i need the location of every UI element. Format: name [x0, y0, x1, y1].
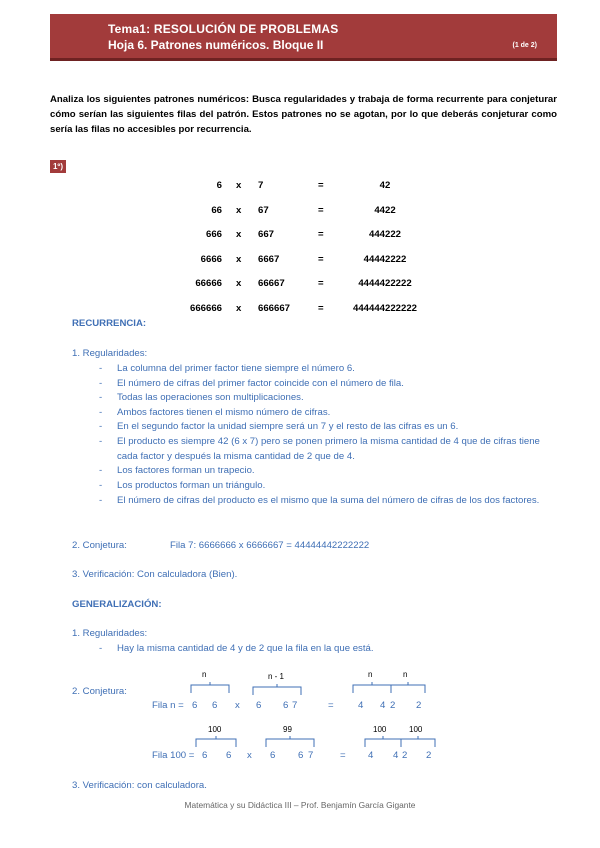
pattern-cell-op: x [236, 204, 242, 216]
header-title: Tema1: RESOLUCIÓN DE PROBLEMAS [108, 22, 339, 36]
label-n-2: n - 1 [268, 672, 285, 681]
recurrence-bullet: - Los factores forman un trapecio. [99, 465, 255, 476]
pattern-cell-r: 4444422222 [358, 278, 412, 289]
recurrence-bullet-text: El número de cifras del primer factor coincide con el número de fila. [117, 378, 404, 389]
pattern-cell-eq: = [318, 204, 324, 216]
recurrence-bullet-text: En el segundo factor la unidad siempre será un 7 y el resto de las cifras es un 6. [117, 421, 459, 432]
digit: 6 [256, 700, 262, 711]
label-100-3: 100 [373, 725, 387, 734]
times-sign: x [235, 700, 240, 711]
pattern-cell-eq: = [318, 278, 324, 289]
recurrence-item-1: 1. Regularidades: [72, 348, 148, 359]
brace-100-1 [195, 736, 237, 748]
digit: 4 [368, 750, 374, 761]
label-n-1: n [202, 670, 207, 679]
brace-n-3 [352, 682, 392, 694]
pattern-cell-b: 67 [258, 204, 269, 216]
times-sign: x [247, 750, 252, 761]
header-subtitle: Hoja 6. Patrones numéricos. Bloque II [108, 38, 324, 52]
fila-n-label: Fila n = [152, 700, 184, 711]
brace-n-4 [390, 682, 426, 694]
pattern-cell-a: 6666 [200, 253, 222, 265]
recurrence-bullet: - Los productos forman un triángulo. [99, 480, 266, 491]
pattern-cell-a: 6 [216, 180, 222, 191]
label-100-2: 99 [283, 725, 292, 734]
recurrence-bullet-text: La columna del primer factor tiene siempre el número 6. [117, 363, 355, 374]
brace-n-1 [190, 682, 230, 694]
pattern-cell-op: x [236, 253, 242, 265]
digit: 4 [380, 700, 386, 711]
recurrence-bullet-text: Todas las operaciones son multiplicaciones. [117, 392, 304, 403]
generalization-title: GENERALIZACIÓN: [72, 599, 162, 610]
generalization-item-3: 3. Verificación: con calculadora. [72, 780, 207, 791]
digit: 6 [192, 700, 198, 711]
pattern-cell-eq: = [318, 180, 324, 191]
digit: 2 [416, 700, 422, 711]
recurrence-bullet: - El producto es siempre 42 (6 x 7) pero se ponen primero la misma cantidad de 4 que de cifras tiene cada factor y después la misma cantidad de 2 que de 4. [99, 436, 540, 462]
pattern-cell-r: 444444222222 [352, 302, 418, 314]
recurrence-bullet: - Ambos factores tienen el mismo número de cifras. [99, 407, 331, 418]
pattern-cell-r: 42 [379, 180, 391, 191]
label-n-3: n [368, 670, 373, 679]
digit: 7 [308, 750, 314, 761]
recurrence-bullet-text: El número de cifras del producto es el mismo que la suma del número de cifras de los dos factores. [117, 495, 540, 506]
pattern-cell-b: 666667 [258, 302, 291, 314]
recurrence-bullet: - El número de cifras del producto es el mismo que la suma del número de cifras de los dos factores. [99, 495, 540, 506]
pattern-cell-b: 667 [258, 229, 275, 240]
generalization-item-1: 1. Regularidades: [72, 628, 148, 639]
brace-100-2 [265, 736, 315, 748]
footer: Matemática y su Didáctica III – Prof. Benjamín García Gigante [184, 800, 416, 810]
recurrence-bullet-text: Los productos forman un triángulo. [117, 480, 266, 491]
recurrence-bullet: - El número de cifras del primer factor coincide con el número de fila. [99, 378, 404, 389]
digit: 2 [390, 700, 396, 711]
pattern-cell-op: x [236, 180, 242, 191]
brace-n-2 [252, 684, 302, 696]
pattern-cell-r: 444222 [368, 229, 401, 240]
pattern-cell-eq: = [318, 229, 324, 240]
digit: 6 [283, 700, 289, 711]
recurrence-bullet-text: El producto es siempre 42 (6 x 7) pero se ponen primero la misma cantidad de 4 que de cifras tiene cada factor y después la misma cantidad de 2 que de 4. [117, 436, 540, 462]
generalization-bullet: - Hay la misma cantidad de 4 y de 2 que la fila en la que está. [99, 643, 374, 654]
pattern-cell-b: 7 [258, 180, 264, 191]
digit: 4 [393, 750, 399, 761]
equals-sign: = [328, 700, 334, 711]
pattern-cell-a: 66666 [195, 278, 222, 289]
pattern-cell-op: x [236, 302, 242, 314]
conjecture-label: 2. Conjetura: [72, 540, 127, 551]
brace-100-3 [364, 736, 402, 748]
pattern-cell-a: 666 [205, 229, 222, 240]
label-100-4: 100 [409, 725, 423, 734]
digit: 7 [292, 700, 298, 711]
exercise-number: 1º) [50, 160, 66, 173]
digit: 6 [212, 700, 218, 711]
recurrence-bullet-text: Los factores forman un trapecio. [117, 465, 255, 476]
label-n-4: n [403, 670, 408, 679]
pattern-cell-op: x [236, 229, 242, 240]
pattern-cell-b: 6667 [258, 253, 280, 265]
digit: 4 [358, 700, 364, 711]
pattern-cell-eq: = [318, 302, 324, 314]
digit: 2 [402, 750, 408, 761]
pattern-cell-b: 66667 [258, 278, 285, 289]
recurrence-bullet: - En el segundo factor la unidad siempre será un 7 y el resto de las cifras es un 6. [99, 421, 459, 432]
pattern-cell-r: 44442222 [363, 253, 407, 265]
generalization-item-2: 2. Conjetura: [72, 686, 127, 697]
intro-text: Analiza los siguientes patrones numéricos: Busca regularidades y trabaja de forma recurrente para conjeturar cómo serían las siguientes filas del patrón. Estos patrones no se agotan, por lo que deberás conjeturar como sería las filas no accesibles por recurrencia. [50, 94, 557, 135]
digit: 2 [426, 750, 432, 761]
page-indicator: (1 de 2) [512, 42, 537, 49]
digit: 6 [202, 750, 208, 761]
recurrence-bullet-text: Ambos factores tienen el mismo número de cifras. [117, 407, 331, 418]
header-banner [50, 14, 557, 61]
pattern-cell-eq: = [318, 253, 324, 265]
digit: 6 [226, 750, 232, 761]
recurrence-bullet: - Todas las operaciones son multiplicaciones. [99, 392, 304, 403]
recurrence-bullet: - La columna del primer factor tiene siempre el número 6. [99, 363, 355, 374]
label-100-1: 100 [208, 725, 222, 734]
conjecture-value: Fila 7: 6666666 x 6666667 = 44444442222222 [170, 540, 370, 551]
verification-item: 3. Verificación: Con calculadora (Bien). [72, 569, 238, 580]
pattern-cell-r: 4422 [374, 204, 396, 216]
pattern-cell-a: 66 [211, 204, 222, 216]
fila-100-label: Fila 100 = [152, 750, 195, 761]
equals-sign: = [340, 750, 346, 761]
digit: 6 [270, 750, 276, 761]
pattern-cell-op: x [236, 278, 242, 289]
digit: 6 [298, 750, 304, 761]
brace-100-4 [400, 736, 436, 748]
recurrence-title: RECURRENCIA: [72, 318, 147, 329]
pattern-cell-a: 666666 [189, 302, 222, 314]
